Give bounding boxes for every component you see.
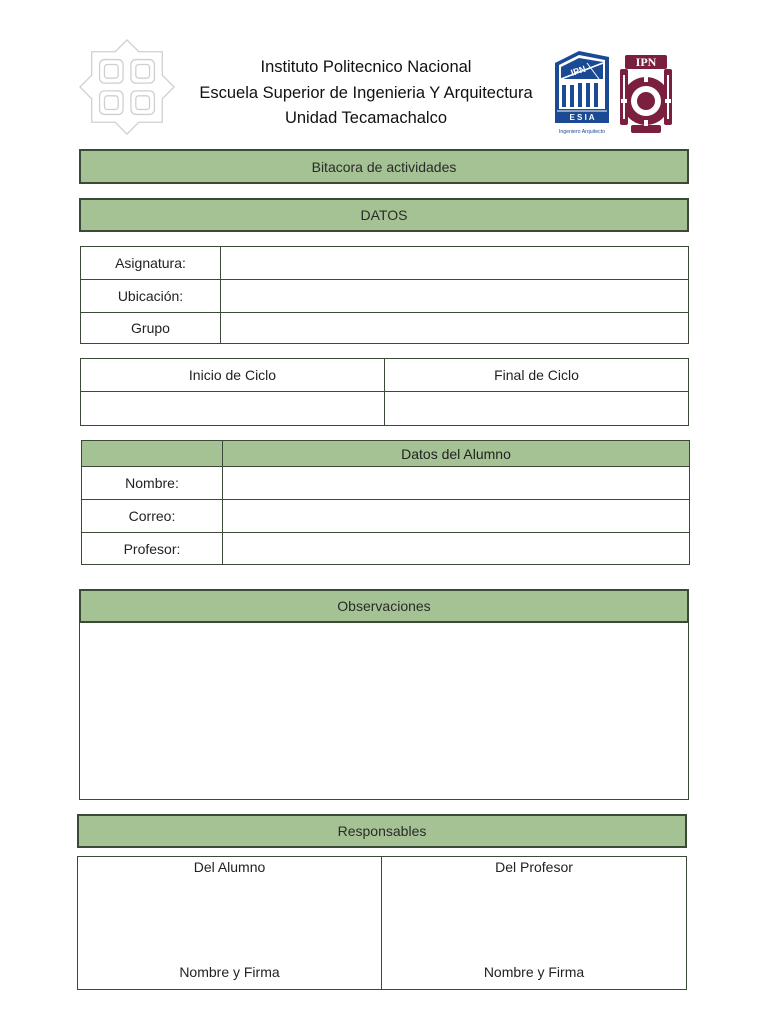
esia-logo-ipn-text: IPN: [569, 63, 587, 78]
course-row-grupo: [81, 313, 689, 344]
unit-name: Unidad Tecamachalco: [284, 109, 448, 127]
ipn-logo-text: IPN: [635, 55, 657, 69]
school-name: Escuela Superior de Ingenieria Y Arquitectura: [199, 83, 533, 102]
grupo-label: Grupo: [81, 313, 221, 344]
profesor-field[interactable]: [223, 533, 690, 565]
course-info-table: [80, 246, 689, 344]
student-signature-caption: Nombre y Firma: [179, 964, 280, 980]
observations-field[interactable]: [79, 622, 689, 800]
student-signature-box[interactable]: [77, 856, 382, 990]
ubicacion-field[interactable]: [221, 280, 689, 313]
professor-signature-caption: Nombre y Firma: [483, 964, 585, 980]
cycle-start-label: Inicio de Ciclo: [81, 359, 385, 392]
grupo-field[interactable]: [221, 313, 689, 344]
cycle-end-label: Final de Ciclo: [385, 359, 689, 392]
cycle-end-field[interactable]: [385, 392, 689, 426]
esia-logo-esia-text: E S I A: [569, 113, 595, 122]
nombre-field[interactable]: [223, 467, 690, 500]
datos-title: DATOS: [360, 207, 408, 223]
ipn-logo-graphic: [617, 49, 675, 137]
correo-field[interactable]: [223, 500, 690, 533]
nombre-label: Nombre:: [82, 467, 223, 500]
bitacora-title-bar: [79, 149, 689, 184]
student-row-correo: [82, 500, 690, 533]
student-data-table: [81, 440, 690, 565]
bitacora-title: Bitacora de actividades: [311, 158, 457, 175]
institution-name: Instituto Politecnico Nacional: [260, 58, 472, 76]
observations-title: Observaciones: [337, 598, 431, 614]
responsables-title-bar: [77, 814, 687, 848]
student-data-title: Datos del Alumno: [223, 441, 690, 467]
student-row-nombre: [82, 467, 690, 500]
course-row-asignatura: [81, 247, 689, 280]
cycle-start-field[interactable]: [81, 392, 385, 426]
observations-title-bar: [79, 589, 689, 623]
professor-signature-label: Del Profesor: [495, 859, 573, 875]
cycle-table: [80, 358, 689, 426]
student-header-blank: [82, 441, 223, 467]
institution-header: [180, 55, 552, 132]
cycle-value-row: [81, 392, 689, 426]
esia-logo: [553, 49, 611, 138]
ipn-logo: [617, 49, 675, 137]
course-row-ubicacion: [81, 280, 689, 313]
datos-title-bar: [79, 198, 689, 232]
ubicacion-label: Ubicación:: [81, 280, 221, 313]
school-emblem-logo: [78, 38, 176, 136]
profesor-label: Profesor:: [82, 533, 223, 565]
responsables-title: Responsables: [337, 823, 427, 839]
asignatura-field[interactable]: [221, 247, 689, 280]
esia-logo-graphic: [553, 49, 611, 138]
student-row-profesor: [82, 533, 690, 565]
esia-logo-caption: Ingeniero Arquitecto: [558, 129, 606, 135]
cycle-header-row: [81, 359, 689, 392]
professor-signature-box[interactable]: [381, 856, 687, 990]
asignatura-label: Asignatura:: [81, 247, 221, 280]
student-signature-label: Del Alumno: [193, 859, 266, 875]
student-header-row: [82, 441, 690, 467]
correo-label: Correo:: [82, 500, 223, 533]
